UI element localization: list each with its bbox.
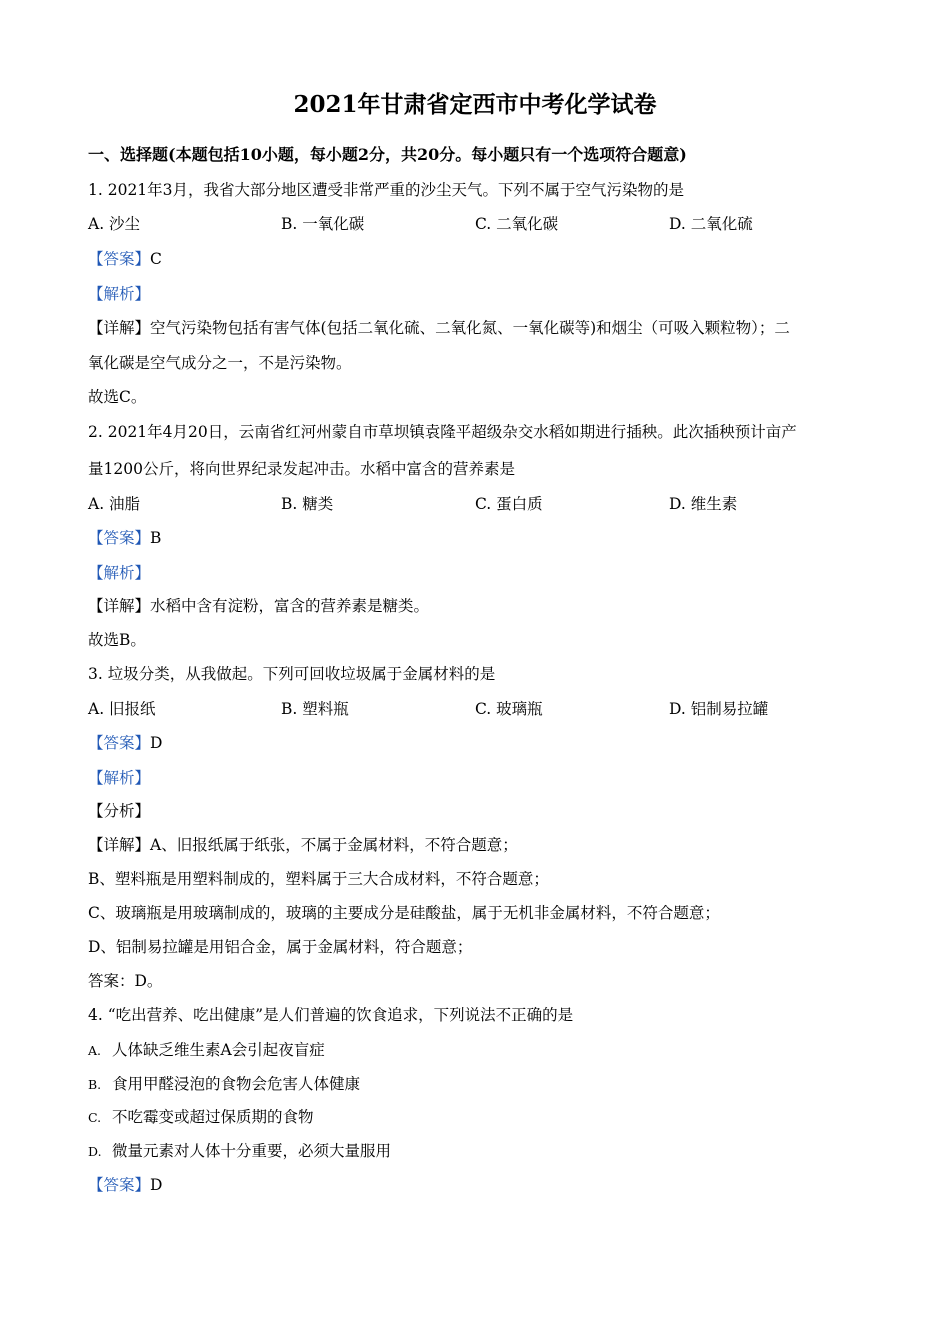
detail-tag: 【详解】 — [88, 597, 151, 615]
q2-option-c: C. 蛋白质 — [475, 495, 543, 513]
q4-option-b — [88, 1073, 360, 1096]
q1-option-c: C. 二氧化碳 — [475, 215, 559, 233]
section-heading: 一、选择题(本题包括10小题，每小题2分，共20分。每小题只有一个选项符合题意) — [88, 145, 687, 164]
q1-stem: 1. 2021年3月，我省大部分地区遭受非常严重的沙尘天气。下列不属于空气污染物的是 — [88, 181, 685, 199]
q3-stem: 3. 垃圾分类，从我做起。下列可回收垃圾属于金属材料的是 — [88, 665, 496, 683]
answer-value: C — [150, 250, 162, 268]
option-text: 食用甲醛浸泡的食物会危害人体健康 — [112, 1075, 361, 1093]
q3-detail-4: D、铝制易拉罐是用铝合金，属于金属材料，符合题意； — [88, 938, 473, 956]
q3-option-b: B. 塑料瓶 — [281, 700, 349, 718]
q4-stem: 4. “吃出营养、吃出健康”是人们普遍的饮食追求，下列说法不正确的是 — [88, 1006, 574, 1024]
q2-option-a: A. 油脂 — [88, 495, 141, 513]
option-text: 不吃霉变或超过保质期的食物 — [112, 1108, 314, 1126]
answer-value: D — [150, 734, 163, 752]
q2-analysis-tag: 【解析】 — [88, 564, 151, 582]
detail-tag: 【详解】 — [88, 836, 151, 854]
q3-analysis-tag: 【解析】 — [88, 769, 151, 787]
q1-detail-2: 氧化碳是空气成分之一，不是污染物。 — [88, 354, 352, 372]
answer-tag: 【答案】 — [88, 1176, 151, 1194]
option-letter: B. — [88, 1077, 102, 1092]
page-title: 2021年甘肃省定西市中考化学试卷 — [293, 91, 657, 118]
detail-text: 空气污染物包括有害气体(包括二氧化硫、二氧化氮、一氧化碳等)和烟尘（可吸入颗粒物）；二 — [150, 319, 790, 337]
q4-option-a — [88, 1039, 325, 1062]
answer-tag: 【答案】 — [88, 734, 151, 752]
q3-option-c: C. 玻璃瓶 — [475, 700, 543, 718]
q2-option-b: B. 糖类 — [281, 495, 334, 513]
q1-option-d: D. 二氧化硫 — [669, 215, 753, 233]
detail-tag: 【详解】 — [88, 319, 151, 337]
q3-answer — [88, 732, 162, 754]
answer-tag: 【答案】 — [88, 529, 151, 547]
option-letter: D. — [88, 1144, 102, 1159]
q1-detail-1 — [88, 317, 790, 339]
option-text: 微量元素对人体十分重要，必须大量服用 — [112, 1142, 392, 1160]
q2-answer — [88, 527, 161, 549]
detail-text: 水稻中含有淀粉，富含的营养素是糖类。 — [150, 597, 430, 615]
q2-stem-2: 量1200公斤，将向世界纪录发起冲击。水稻中富含的营养素是 — [88, 460, 515, 478]
q1-conclusion: 故选C。 — [88, 388, 147, 406]
detail-text: A、旧报纸属于纸张，不属于金属材料，不符合题意； — [150, 836, 518, 854]
q1-option-b: B. 一氧化碳 — [281, 215, 365, 233]
q1-answer — [88, 248, 162, 270]
q1-analysis-tag: 【解析】 — [88, 285, 151, 303]
q4-option-c — [88, 1106, 314, 1129]
q2-conclusion: 故选B。 — [88, 631, 146, 649]
q3-conclusion: 答案：D。 — [88, 972, 163, 990]
option-letter: C. — [88, 1110, 102, 1125]
option-letter: A. — [88, 1043, 102, 1058]
q3-option-a: A. 旧报纸 — [88, 700, 156, 718]
q3-fenxi-tag: 【分析】 — [88, 802, 151, 820]
q3-detail-1 — [88, 834, 518, 856]
q3-option-d: D. 铝制易拉罐 — [669, 700, 769, 718]
q2-stem-1: 2. 2021年4月20日，云南省红河州蒙自市草坝镇袁隆平超级杂交水稻如期进行插秧。此次插秧预计亩产 — [88, 423, 797, 441]
q3-detail-3: C、玻璃瓶是用玻璃制成的，玻璃的主要成分是硅酸盐，属于无机非金属材料，不符合题意； — [88, 904, 720, 922]
answer-value: B — [150, 529, 162, 547]
answer-tag: 【答案】 — [88, 250, 151, 268]
q4-option-d — [88, 1140, 391, 1163]
q3-detail-2: B、塑料瓶是用塑料制成的，塑料属于三大合成材料，不符合题意； — [88, 870, 549, 888]
option-text: 人体缺乏维生素A会引起夜盲症 — [112, 1041, 325, 1059]
q2-detail-1 — [88, 595, 429, 617]
q4-answer — [88, 1174, 162, 1196]
q2-option-d: D. 维生素 — [669, 495, 738, 513]
q1-option-a: A. 沙尘 — [88, 215, 141, 233]
answer-value: D — [150, 1176, 163, 1194]
